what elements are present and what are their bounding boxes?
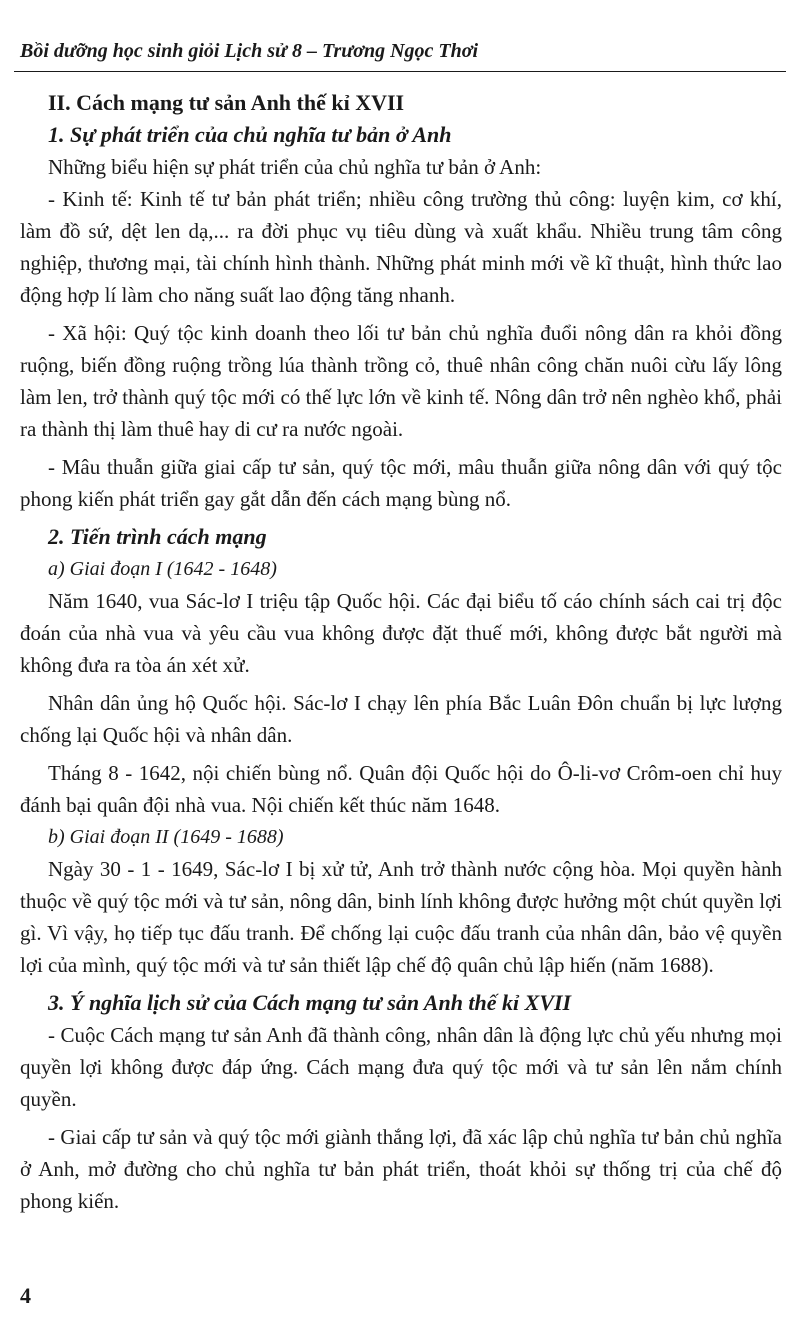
- section-title: II. Cách mạng tư sản Anh thế kỉ XVII: [48, 90, 405, 115]
- part1-intro: Những biểu hiện sự phát triển của chủ nghĩa tư bản ở Anh:: [48, 155, 542, 179]
- part1-economy: - Kinh tế: Kinh tế tư bản phát triển; nhiều công trường thủ công: luyện kim, cơ khí, làm đồ sứ, dệt len dạ,... ra đời phục vụ tiêu dùng và xuất khẩu. Nhiều trung tâm công nghiệp, thương mại, tài chính hình thành. Những phát minh mới về kĩ thuật, hình thức lao động hợp lí làm cho năng suất lao động tăng nhanh.: [20, 187, 782, 307]
- phase2-paragraph-1: Ngày 30 - 1 - 1649, Sác-lơ I bị xử tử, Anh trở thành nước cộng hòa. Mọi quyền hành thuộc về quý tộc mới và tư sản, nông dân, binh lính không được hưởng một chút quyền lợi gì. Vì vậy, họ tiếp tục đấu tranh. Để chống lại cuộc đấu tranh của nhân dân, bảo vệ quyền lợi của mình, quý tộc mới và tư sản thiết lập chế độ quân chủ lập hiến (năm 1688).: [20, 857, 782, 977]
- part3-heading: 3. Ý nghĩa lịch sử của Cách mạng tư sản Anh thế kỉ XVII: [48, 990, 572, 1015]
- phase1-paragraph-3: Tháng 8 - 1642, nội chiến bùng nổ. Quân đội Quốc hội do Ô-li-vơ Crôm-oen chỉ huy đánh bại quân đội nhà vua. Nội chiến kết thúc năm 1648.: [20, 761, 782, 817]
- part1-heading: 1. Sự phát triển của chủ nghĩa tư bản ở Anh: [48, 122, 452, 147]
- header-divider: [14, 71, 786, 72]
- part3-paragraph-1: - Cuộc Cách mạng tư sản Anh đã thành công, nhân dân là động lực chủ yếu nhưng mọi quyền lợi không được đáp ứng. Cách mạng đưa quý tộc mới và tư sản lên nắm chính quyền.: [20, 1023, 782, 1111]
- part1-society: - Xã hội: Quý tộc kinh doanh theo lối tư bản chủ nghĩa đuổi nông dân ra khỏi đồng ruộng, biến đồng ruộng trồng lúa thành trồng cỏ, thuê nhân công chăn nuôi cừu lấy lông làm len, trở thành quý tộc mới có thế lực lớn về kinh tế. Nông dân trở nên nghèo khổ, phải ra thành thị làm thuê hay di cư ra nước ngoài.: [20, 321, 782, 441]
- page-body: [20, 87, 782, 1217]
- phase1-heading: a) Giai đoạn I (1642 - 1648): [48, 558, 277, 580]
- phase1-paragraph-1: Năm 1640, vua Sác-lơ I triệu tập Quốc hội. Các đại biểu tố cáo chính sách cai trị độc đoán của nhà vua và yêu cầu vua không được đặt thuế mới, không được bắt người mà không đưa ra tòa án xét xử.: [20, 589, 782, 677]
- part3-paragraph-2: - Giai cấp tư sản và quý tộc mới giành thắng lợi, đã xác lập chủ nghĩa tư bản chủ nghĩa ở Anh, mở đường cho chủ nghĩa tư bản phát triển, thoát khỏi sự thống trị của chế độ phong kiến.: [20, 1125, 782, 1213]
- page-number: 4: [20, 1283, 31, 1308]
- part1-conflict: - Mâu thuẫn giữa giai cấp tư sản, quý tộc mới, mâu thuẫn giữa nông dân với quý tộc phong kiến phát triển gay gắt dẫn đến cách mạng bùng nổ.: [20, 455, 782, 511]
- running-header: Bồi dưỡng học sinh giỏi Lịch sử 8 – Trương Ngọc Thơi: [20, 40, 479, 62]
- part2-heading: 2. Tiến trình cách mạng: [48, 524, 267, 549]
- phase2-heading: b) Giai đoạn II (1649 - 1688): [48, 826, 284, 848]
- phase1-paragraph-2: Nhân dân ủng hộ Quốc hội. Sác-lơ I chạy lên phía Bắc Luân Đôn chuẩn bị lực lượng chống lại Quốc hội và nhân dân.: [20, 691, 782, 747]
